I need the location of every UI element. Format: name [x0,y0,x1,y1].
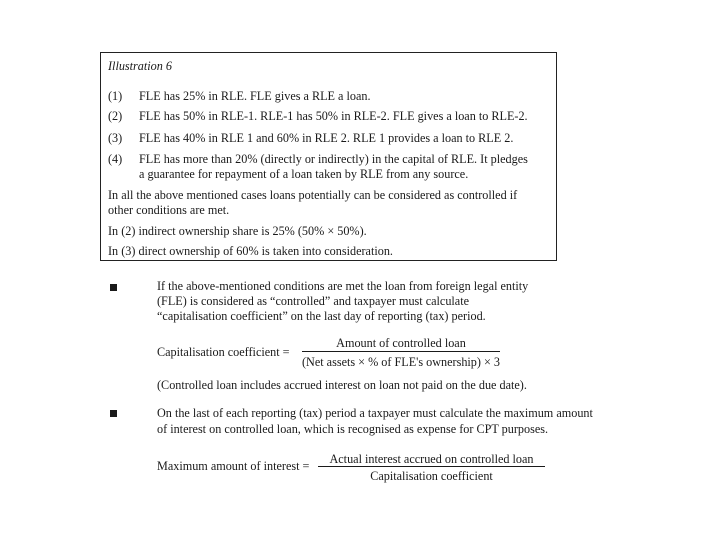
illustration-title: Illustration 6 [108,59,172,73]
item-number: (2) [108,109,123,123]
bullet-text: (FLE) is considered as “controlled” and taxpayer must calculate [157,294,470,308]
bullet-marker [110,410,117,417]
item-number: (4) [108,152,123,166]
formula-lhs: Maximum amount of interest = [157,459,310,473]
fraction-bar [318,466,545,467]
item-text: FLE has 25% in RLE. FLE gives a RLE a loan. [139,89,371,103]
bullet-text: On the last of each reporting (tax) period a taxpayer must calculate the maximum amount [157,406,593,420]
formula-denominator: (Net assets × % of FLE's ownership) × 3 [301,355,501,369]
note-text: In (3) direct ownership of 60% is taken into consideration. [108,244,393,258]
illustration-box [100,52,557,261]
item-text: a guarantee for repayment of a loan taken by RLE from any source. [139,167,469,181]
formula-denominator: Capitalisation coefficient [370,469,493,483]
item-number: (1) [108,89,123,103]
formula-numerator: Amount of controlled loan [336,336,466,350]
item-text: FLE has 50% in RLE-1. RLE-1 has 50% in RLE-2. FLE gives a loan to RLE-2. [139,109,528,123]
item-text: FLE has more than 20% (directly or indirectly) in the capital of RLE. It pledges [139,152,528,166]
formula-lhs: Capitalisation coefficient = [157,345,290,359]
note-text: other conditions are met. [108,203,230,217]
formula-note: (Controlled loan includes accrued interest on loan not paid on the due date). [157,378,527,392]
formula-numerator: Actual interest accrued on controlled loan [329,452,534,466]
note-text: In (2) indirect ownership share is 25% (50% × 50%). [108,224,367,238]
item-number: (3) [108,131,123,145]
bullet-text: If the above-mentioned conditions are met the loan from foreign legal entity [157,279,529,293]
bullet-text: of interest on controlled loan, which is recognised as expense for CPT purposes. [157,422,549,436]
bullet-text: “capitalisation coefficient” on the last day of reporting (tax) period. [157,309,486,323]
fraction-bar [302,351,500,352]
item-text: FLE has 40% in RLE 1 and 60% in RLE 2. RLE 1 provides a loan to RLE 2. [139,131,514,145]
bullet-marker [110,284,117,291]
note-text: In all the above mentioned cases loans potentially can be considered as controlled if [108,188,518,202]
